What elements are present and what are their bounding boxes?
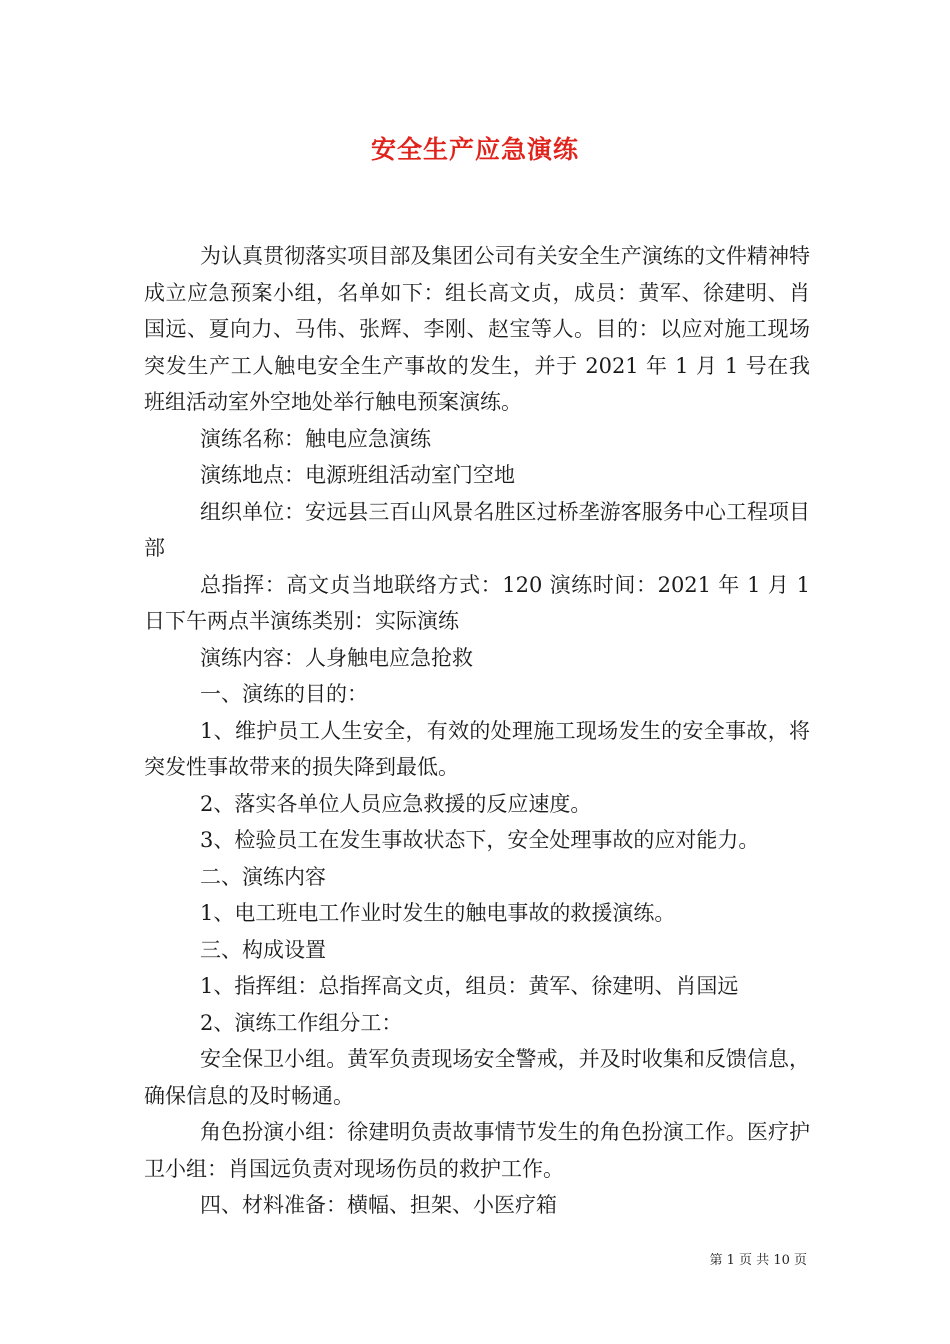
document-title: 安全生产应急演练: [370, 135, 579, 164]
paragraph-drill-content: 演练内容：人身触电应急抢救: [200, 645, 473, 670]
paragraph-security-team: 安全保卫小组。黄军负责现场安全警戒，并及时收集和反馈信息，确保信息的及时畅通。: [144, 1047, 810, 1108]
section-heading-materials: 四、材料准备：横幅、担架、小医疗箱: [200, 1193, 557, 1217]
paragraph-organizer: 组织单位：安远县三百山风景名胜区过桥垄游客服务中心工程项目部: [144, 499, 810, 560]
list-item-structure-1: 1、指挥组：总指挥高文贞，组员：黄军、徐建明、肖国远: [200, 974, 739, 998]
document-body: [144, 238, 810, 1224]
paragraph-drill-location: 演练地点：电源班组活动室门空地: [200, 463, 515, 487]
list-item-purpose-2: 2、落实各单位人员应急救援的反应速度。: [200, 791, 592, 816]
list-item-structure-2: 2、演练工作组分工：: [200, 1010, 403, 1035]
list-item-content-1: 1、电工班电工作业时发生的触电事故的救援演练。: [200, 901, 676, 925]
list-item-purpose-3: 3、检验员工在发生事故状态下，安全处理事故的应对能力。: [200, 828, 760, 852]
section-heading-content: 二、演练内容: [200, 864, 326, 889]
paragraph-intro: 为认真贯彻落实项目部及集团公司有关安全生产演练的文件精神特成立应急预案小组，名单如下：组长高文贞，成员：黄军、徐建明、肖国远、夏向力、马伟、张辉、李刚、赵宝等人。目的：以应对施工现场突发生产工人触电安全生产事故的发生，并于 2021 年 1 月 1 号在我班组活动室外空地处举行触电预案演练。: [144, 244, 810, 414]
section-heading-structure: 三、构成设置: [200, 937, 326, 962]
section-heading-purpose: 一、演练的目的：: [200, 682, 368, 706]
paragraph-role-team: 角色扮演小组：徐建明负责故事情节发生的角色扮演工作。医疗护卫小组：肖国远负责对现场伤员的救护工作。: [144, 1120, 810, 1181]
paragraph-drill-name: 演练名称：触电应急演练: [200, 426, 431, 451]
page-number: 第 1 页 共 10 页: [709, 1253, 807, 1268]
list-item-purpose-1: 1、维护员工人生安全，有效的处理施工现场发生的安全事故，将突发性事故带来的损失降到最低。: [144, 718, 810, 779]
paragraph-commander: 总指挥：高文贞当地联络方式：120 演练时间：2021 年 1 月 1 日下午两点半演练类别：实际演练: [144, 572, 810, 633]
